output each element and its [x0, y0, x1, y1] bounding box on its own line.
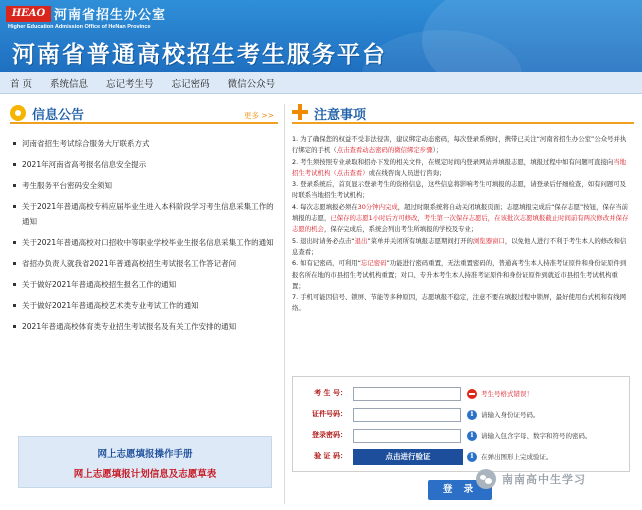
nav-home[interactable]: 首 页 — [10, 78, 33, 90]
office-name: 河南省招生办公室 — [54, 8, 167, 23]
operation-manual-link[interactable]: 网上志愿填报操作手册 — [97, 449, 193, 460]
site-header — [0, 0, 642, 72]
notice-highlight[interactable]: 忘记密码 — [360, 259, 387, 268]
nav-wechat[interactable]: 微信公众号 — [227, 78, 276, 90]
notice-title: 注意事项 — [314, 108, 367, 123]
exam-number-row — [293, 387, 629, 402]
notice-item — [292, 134, 630, 157]
password-label: 登录密码： — [312, 431, 347, 439]
notice-text: 6. 如有记密码，可利用“ — [292, 259, 361, 268]
announcement-item[interactable]: 2021年河南省高考报名信息安全提示 — [10, 157, 278, 172]
notice-text: 4. 每次志愿填报必须在 — [292, 202, 358, 211]
login-button[interactable]: 登 录 — [428, 480, 492, 500]
announcements-title: 信息公告 — [32, 108, 85, 123]
announcement-bulb-icon — [10, 105, 26, 121]
announcement-item[interactable]: 2021年普通高校体育类专业招生考试报名及有关工作安排的通知 — [10, 319, 278, 334]
error-icon — [467, 389, 477, 399]
announcement-item[interactable]: 省招办负责人就我省2021年普通高校招生考试报名工作答记者问 — [10, 256, 278, 271]
notice-item — [292, 157, 630, 180]
wechat-icon — [476, 469, 496, 489]
id-number-row — [293, 408, 629, 423]
plan-info-link[interactable]: 网上志愿填报计划信息及志愿草表 — [73, 469, 217, 480]
verify-hint: 在弹出图形上完成验证。 — [481, 453, 553, 461]
announcement-item[interactable]: 关于做好2021年普通高校招生报名工作的通知 — [10, 277, 278, 292]
id-number-input[interactable] — [353, 408, 461, 422]
notice-item — [292, 236, 630, 259]
announcement-item[interactable]: 关于做好2021年普通高校艺术类专业考试工作的通知 — [10, 298, 278, 313]
id-number-hint: 请输入身份证号码。 — [481, 411, 540, 419]
info-icon — [467, 431, 477, 441]
nav-forgot-password[interactable]: 忘记密码 — [171, 78, 210, 90]
notice-highlight[interactable]: 点击查看动态密码的微信绑定步骤 — [336, 146, 433, 155]
announcement-item[interactable]: 关于2021年普通高校对口招收中等职业学校毕业生报名信息采集工作的通知 — [10, 235, 278, 250]
password-hint: 请输入包含字母、数字和符号的密码。 — [481, 432, 592, 440]
notice-highlight[interactable]: 30分钟内完成 — [357, 202, 398, 211]
column-divider — [284, 104, 285, 504]
watermark — [476, 468, 586, 490]
notice-list — [292, 134, 634, 315]
notice-text: 1. 为了确保您的权益不受非法侵害，建议绑定动态密码，每次登录系统时，携带已关注“河南省招生办公室”公众号并执行绑定的手机（ — [292, 135, 627, 155]
nav-forgot-exam-number[interactable]: 忘记考生号 — [106, 78, 154, 90]
login-panel — [292, 104, 634, 504]
more-link[interactable]: 更多 >> — [244, 111, 274, 120]
announcement-item[interactable]: 关于2021年普通高校专科应届毕业生进入本科阶段学习考生信息采集工作的通知 — [10, 199, 278, 229]
notice-item — [292, 179, 630, 202]
verify-button[interactable]: 点击进行验证 — [353, 449, 463, 465]
nav-system-info[interactable]: 系统信息 — [50, 78, 89, 90]
manual-box — [18, 436, 272, 488]
site-title: 河南省普通高校招生考生服务平台 — [12, 42, 387, 68]
notice-text: 7. 手机可能因信号、锁屏、节能等多种原因，志愿填报不稳定，注意不要在填报过程中锁屏，最好使用台式机和有线网络。 — [292, 293, 627, 313]
notice-text: 3. 登录系统后，首页显示登录考生的资格信息，这些信息将影响考生可填报的志愿，请登录后仔细检查，如有问题可及时联系当地招生考试机构； — [292, 180, 627, 200]
notice-text: 2. 考生须按照专业录取和招办下发的相关文件，在规定时间内登录网站并填报志愿，填报过程中如有问题可直接向 — [292, 157, 614, 166]
heao-logo: HEAO — [6, 6, 51, 22]
notice-text: 5. 退出时请务必点击“ — [292, 236, 355, 245]
notice-text: ”菜单并关闭所有填报志愿期间打开的 — [367, 236, 473, 245]
announcement-list — [10, 136, 278, 334]
notice-item — [292, 292, 630, 315]
notice-item — [292, 258, 630, 292]
announcements-header — [10, 104, 278, 124]
verify-label: 验 证 码： — [314, 452, 347, 460]
info-icon — [467, 410, 477, 420]
notice-highlight[interactable]: 退出 — [354, 236, 368, 245]
notice-item — [292, 202, 630, 236]
notice-text: ，超过时限系统将自动关闭填报页面；志愿填报完成后“保存志愿”按钮，保存当前填报的志愿， — [292, 202, 629, 223]
office-english-name: Higher Education Admission Office of HeNan Province — [8, 24, 151, 30]
main-nav — [0, 72, 642, 94]
verify-row — [293, 450, 629, 465]
exam-number-input[interactable] — [353, 387, 461, 401]
plus-icon — [292, 104, 308, 120]
announcements-panel — [10, 104, 278, 504]
password-input[interactable] — [353, 429, 461, 443]
password-row — [293, 429, 629, 444]
notice-text: ）； — [432, 146, 443, 155]
notice-text: ”功能进行密码重置，无法重置密码的，普通高考生本人持准考证原件和身份证原件到报名所在地的市县招生考试机构重置；对口、专升本考生本人持准考证原件和身份证原件到就近市县招生考试机构重置； — [292, 259, 627, 290]
notice-text: 或在线咨询人员进行咨询； — [368, 168, 446, 177]
exam-number-label: 考 生 号： — [314, 389, 347, 397]
notice-highlight[interactable]: 浏览器窗口 — [472, 236, 505, 245]
exam-number-hint: 考生号格式错误！ — [481, 390, 533, 398]
notice-highlight[interactable]: 当地招生考试机构（点击查看） — [292, 157, 627, 177]
announcement-item[interactable]: 考生服务平台密码安全须知 — [10, 178, 278, 193]
watermark-text: 南南高中生学习 — [502, 473, 586, 486]
notice-text: ，以免他人进行不利于考生本人的修改和信息查看； — [292, 236, 627, 256]
login-form — [292, 376, 630, 472]
notice-text: ，保存完成后，系统会列出考生所填报的学校及专业； — [323, 225, 478, 234]
announcement-item[interactable]: 河南省招生考试综合服务大厅联系方式 — [10, 136, 278, 151]
notice-highlight[interactable]: 已保存的志愿1小时后方可修改，考生第一次保存志愿后，在该批次志愿填报截止时间前有两次修改并保存志愿的机会 — [292, 214, 629, 234]
id-number-label: 证件号码： — [312, 410, 347, 418]
notice-header — [292, 104, 634, 124]
info-icon — [467, 452, 477, 462]
